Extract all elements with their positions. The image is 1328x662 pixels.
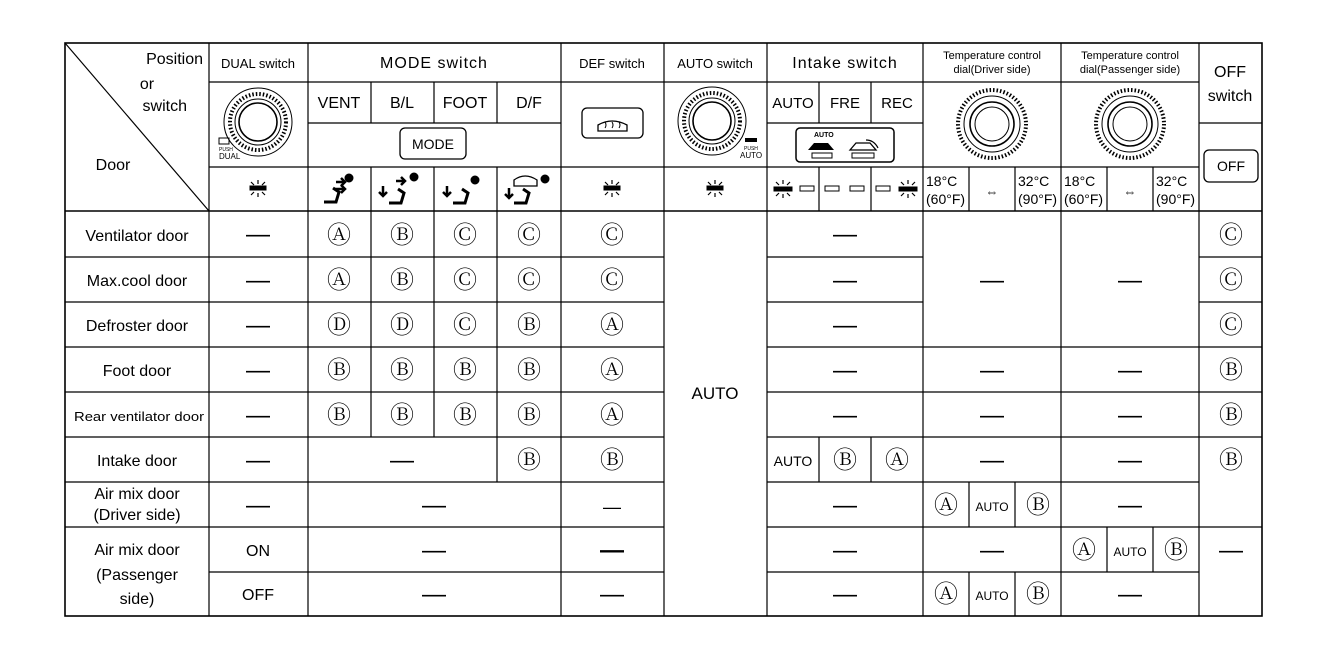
header-auto: AUTO switch xyxy=(677,56,753,71)
def-cell: — xyxy=(603,497,621,517)
off-button-icon xyxy=(1204,150,1258,182)
dual-cell: — xyxy=(246,447,270,474)
temp-driver-arrow: ⇔ xyxy=(985,184,999,199)
intake-fre-cell: Ⓑ xyxy=(833,447,857,474)
temp-driver-high-c: 32°C xyxy=(1018,173,1050,189)
header-off-1: OFF xyxy=(1214,64,1246,81)
off-cell: Ⓑ xyxy=(1219,357,1243,384)
bl-cell: Ⓑ xyxy=(390,357,414,384)
mode-foot: FOOT xyxy=(442,95,488,112)
bl-cell: Ⓓ xyxy=(390,312,414,339)
intake-rec-indicator-icon xyxy=(876,180,917,198)
header-mode: MODE switch xyxy=(380,55,488,72)
intake-rec-cell: Ⓐ xyxy=(885,447,909,474)
foot-cell: Ⓒ xyxy=(453,312,477,339)
temp-pass-cell: — xyxy=(1118,492,1142,519)
dual-cell: — xyxy=(246,312,270,339)
def-cell: Ⓑ xyxy=(600,447,624,474)
table-body xyxy=(74,221,1243,608)
temp-driver-cell: — xyxy=(980,267,1004,294)
def-cell: Ⓐ xyxy=(600,402,624,429)
auto-knob-icon xyxy=(678,87,762,160)
intake-cell: — xyxy=(833,402,857,429)
temp-pass-cell: — xyxy=(1118,447,1142,474)
mode-merged-cell: — xyxy=(390,447,414,474)
df-cell: Ⓑ xyxy=(517,357,541,384)
temp-low-cell: Ⓐ xyxy=(934,581,958,608)
auto-push-label: PUSH xyxy=(744,146,758,152)
intake-cell: — xyxy=(833,267,857,294)
df-cell: Ⓒ xyxy=(517,267,541,294)
intake-cell: — xyxy=(833,357,857,384)
header-temp-pass-2: dial(Passenger side) xyxy=(1079,64,1181,76)
def-cell: Ⓒ xyxy=(600,267,624,294)
def-cell: Ⓐ xyxy=(600,312,624,339)
temp-auto-cell: AUTO xyxy=(975,500,1009,514)
df-cell: Ⓑ xyxy=(517,312,541,339)
temp-pass-high-f: (90°F) xyxy=(1156,191,1196,207)
temp-high-cell: Ⓑ xyxy=(1026,581,1050,608)
off-cell: Ⓒ xyxy=(1219,267,1243,294)
intake-pos-rec: REC xyxy=(881,95,913,112)
temp-pass-cell: — xyxy=(1118,267,1142,294)
temp-low-cell: Ⓐ xyxy=(1072,537,1096,564)
temp-pass-high-c: 32°C xyxy=(1156,173,1188,189)
bilevel-mode-icon xyxy=(379,173,418,203)
header-intake: Intake switch xyxy=(792,55,898,72)
table-row xyxy=(242,581,1142,608)
intake-pos-auto: AUTO xyxy=(772,95,814,112)
intake-pos-fre: FRE xyxy=(830,95,860,112)
def-foot-mode-icon xyxy=(505,175,549,203)
intake-cell: — xyxy=(833,581,857,608)
corner-cell xyxy=(96,51,203,174)
door-label-line2: (Passenger xyxy=(96,567,178,584)
temp-pass-cell: — xyxy=(1118,357,1142,384)
temp-high-cell: Ⓑ xyxy=(1164,537,1188,564)
off-cell: Ⓑ xyxy=(1219,447,1243,474)
intake-auto-cell: AUTO xyxy=(773,453,813,469)
temp-pass-low-c: 18°C xyxy=(1064,173,1096,189)
temp-driver-low-c: 18°C xyxy=(926,173,958,189)
mode-positions xyxy=(318,95,542,112)
indicator-row xyxy=(250,173,917,203)
dual-cell: — xyxy=(246,221,270,248)
temp-driver-high-f: (90°F) xyxy=(1018,191,1058,207)
df-cell: Ⓑ xyxy=(517,402,541,429)
mode-merged-cell: — xyxy=(422,537,446,564)
corner-position: Position xyxy=(146,51,203,68)
temp-pass-cell: — xyxy=(1118,402,1142,429)
def-cell: — xyxy=(600,537,624,564)
corner-switch: switch xyxy=(142,98,187,115)
intake-cell: — xyxy=(833,537,857,564)
header-dual: DUAL switch xyxy=(221,56,295,71)
off-cell: Ⓒ xyxy=(1219,222,1243,249)
header-temp-driver-2: dial(Driver side) xyxy=(953,64,1031,76)
vent-mode-icon xyxy=(324,174,353,202)
door-label: Ventilator door xyxy=(85,228,189,245)
vent-cell: Ⓓ xyxy=(327,312,351,339)
table-row xyxy=(103,357,1243,384)
temp-driver-scale xyxy=(926,173,1057,207)
table-row xyxy=(97,447,1243,474)
intake-cell: — xyxy=(833,492,857,519)
corner-or: or xyxy=(139,76,155,93)
dual-cell: — xyxy=(246,492,270,519)
column-headers xyxy=(221,50,1252,105)
intake-cell: — xyxy=(833,312,857,339)
header-def: DEF switch xyxy=(579,56,645,71)
dual-cell: ON xyxy=(246,543,270,560)
intake-button-icon xyxy=(796,128,894,162)
temp-driver-cell: — xyxy=(980,447,1004,474)
mode-merged-cell: — xyxy=(422,492,446,519)
temp-passenger-knob-icon xyxy=(1096,90,1164,158)
temp-auto-cell: AUTO xyxy=(1113,545,1147,559)
corner-door: Door xyxy=(95,157,131,174)
auto-knob-label: AUTO xyxy=(740,151,763,160)
door-label-line3: side) xyxy=(119,591,155,608)
door-label: Max.cool door xyxy=(86,273,188,290)
temp-pass-low-f: (60°F) xyxy=(1064,191,1104,207)
mode-bl: B/L xyxy=(389,95,415,112)
foot-cell: Ⓒ xyxy=(453,267,477,294)
temp-driver-cell: — xyxy=(980,357,1004,384)
temp-low-cell: Ⓐ xyxy=(934,492,958,519)
mode-merged-cell: — xyxy=(422,581,446,608)
off-cell: Ⓒ xyxy=(1219,312,1243,339)
temp-driver-cell: — xyxy=(980,537,1004,564)
intake-auto-label: AUTO xyxy=(814,132,834,139)
door-label-line1: Air mix door xyxy=(94,486,180,503)
mode-button-icon xyxy=(400,128,466,159)
table-row xyxy=(93,486,1142,524)
door-label: Foot door xyxy=(102,363,172,380)
door-label: Intake door xyxy=(96,453,178,470)
def-cell: Ⓒ xyxy=(600,222,624,249)
table-grid xyxy=(65,43,1262,616)
def-indicator-icon xyxy=(604,180,620,197)
dual-knob-icon xyxy=(219,88,292,161)
temp-passenger-scale xyxy=(1064,173,1195,207)
temp-driver-cell: — xyxy=(980,402,1004,429)
bl-cell: Ⓑ xyxy=(390,267,414,294)
def-button-icon xyxy=(582,108,643,138)
dual-indicator-icon xyxy=(250,180,266,197)
off-button-label: OFF xyxy=(1217,158,1245,174)
temp-high-cell: Ⓑ xyxy=(1026,492,1050,519)
dual-cell: — xyxy=(246,357,270,384)
off-cell: — xyxy=(1219,537,1243,564)
door-label: Defroster door xyxy=(85,318,189,335)
header-temp-pass-1: Temperature control xyxy=(1081,50,1179,62)
door-label-line1: Air mix door xyxy=(94,542,180,559)
off-cell: Ⓑ xyxy=(1219,402,1243,429)
door-label: Rear ventilator door xyxy=(74,409,205,424)
temp-auto-cell: AUTO xyxy=(975,589,1009,603)
mode-df: D/F xyxy=(516,95,542,112)
temp-driver-knob-icon xyxy=(958,90,1026,158)
auto-column-cell: AUTO xyxy=(691,384,739,403)
foot-mode-icon xyxy=(443,176,479,203)
vent-cell: Ⓐ xyxy=(327,222,351,249)
header-temp-driver-1: Temperature control xyxy=(943,50,1041,62)
dual-cell: OFF xyxy=(242,587,274,604)
auto-indicator-icon xyxy=(707,180,723,197)
mode-button-label: MODE xyxy=(412,136,454,152)
temp-pass-cell: — xyxy=(1118,581,1142,608)
bl-cell: Ⓑ xyxy=(390,222,414,249)
intake-auto-indicator-icon xyxy=(774,180,814,198)
df-cell: Ⓑ xyxy=(517,447,541,474)
table-row xyxy=(74,402,1243,429)
header-off-2: switch xyxy=(1207,88,1253,105)
bl-cell: Ⓑ xyxy=(390,402,414,429)
dual-cell: — xyxy=(246,402,270,429)
foot-cell: Ⓑ xyxy=(453,357,477,384)
dual-push-label: PUSH xyxy=(219,147,233,153)
temp-driver-low-f: (60°F) xyxy=(926,191,966,207)
table-row xyxy=(87,267,1243,294)
vent-cell: Ⓐ xyxy=(327,267,351,294)
def-cell: — xyxy=(600,581,624,608)
def-cell: Ⓐ xyxy=(600,357,624,384)
intake-fre-indicator-icon xyxy=(825,186,864,191)
intake-cell: — xyxy=(833,221,857,248)
foot-cell: Ⓒ xyxy=(453,222,477,249)
door-label-line2: (Driver side) xyxy=(93,507,181,524)
foot-cell: Ⓑ xyxy=(453,402,477,429)
mode-vent: VENT xyxy=(317,95,361,112)
df-cell: Ⓒ xyxy=(517,222,541,249)
vent-cell: Ⓑ xyxy=(327,357,351,384)
vent-cell: Ⓑ xyxy=(327,402,351,429)
dual-label: DUAL xyxy=(219,152,241,161)
dual-cell: — xyxy=(246,267,270,294)
intake-positions xyxy=(772,95,913,112)
temp-pass-arrow: ⇔ xyxy=(1123,184,1137,199)
